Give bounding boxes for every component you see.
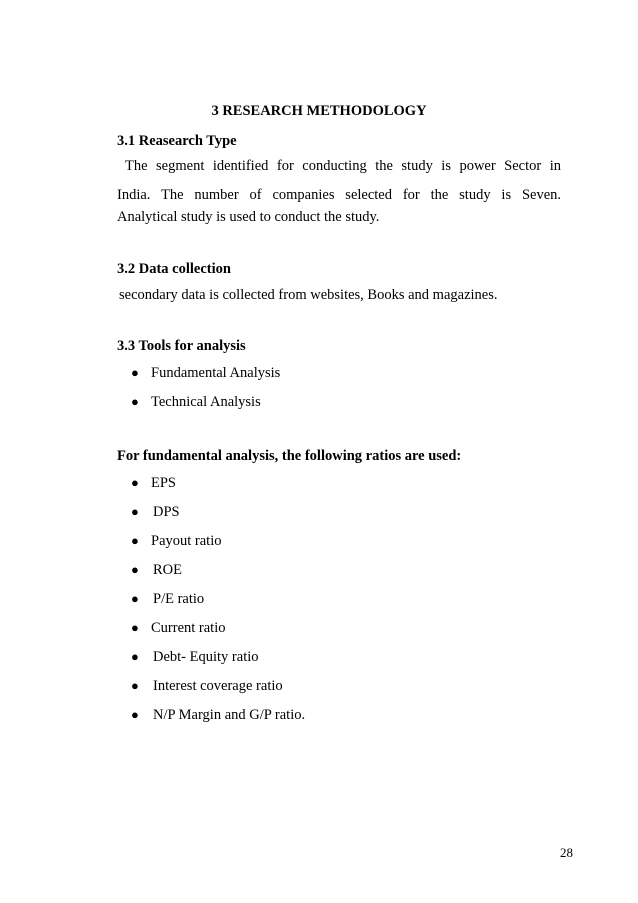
list-item-label: Interest coverage ratio: [153, 678, 283, 694]
list-item: [131, 700, 305, 729]
list-item-label: EPS: [151, 475, 176, 491]
bullet-icon: ●: [131, 707, 139, 722]
paragraph-line: India. The number of companies selected for the study is Seven.: [117, 187, 561, 203]
paragraph-line: The segment identified for conducting the study is power Sector in: [125, 158, 561, 174]
bullet-icon: ●: [131, 649, 139, 664]
data-collection-text: secondary data is collected from websites, Books and magazines.: [119, 287, 498, 303]
list-item-label: Payout ratio: [151, 533, 222, 549]
list-item: [131, 526, 305, 555]
list-item: [131, 555, 305, 584]
list-item-label: Current ratio: [151, 620, 226, 636]
paragraph-line: Analytical study is used to conduct the study.: [117, 209, 380, 225]
bullet-icon: ●: [131, 394, 139, 409]
section-heading-ratios: For fundamental analysis, the following ratios are used:: [117, 448, 462, 464]
list-item-label: P/E ratio: [153, 591, 205, 607]
bullet-icon: ●: [131, 591, 139, 606]
bullet-icon: ●: [131, 678, 139, 693]
bullet-icon: ●: [131, 620, 139, 635]
chapter-title: 3 RESEARCH METHODOLOGY: [211, 103, 427, 119]
ratios-list: [131, 468, 305, 729]
list-item: [131, 613, 305, 642]
list-item: [131, 358, 280, 387]
bullet-icon: ●: [131, 533, 139, 548]
list-item: [131, 584, 305, 613]
bullet-icon: ●: [131, 562, 139, 577]
list-item-label: Technical Analysis: [151, 394, 261, 410]
list-item: [131, 387, 280, 416]
tools-list: [131, 358, 280, 416]
list-item: [131, 468, 305, 497]
list-item: [131, 497, 305, 526]
section-heading-research-type: 3.1 Reasearch Type: [117, 133, 237, 149]
list-item-label: N/P Margin and G/P ratio.: [153, 707, 306, 723]
section-heading-tools: 3.3 Tools for analysis: [117, 338, 246, 354]
page-number: 28: [560, 845, 573, 860]
list-item-label: DPS: [153, 504, 180, 520]
section-heading-data-collection: 3.2 Data collection: [117, 261, 231, 277]
list-item-label: ROE: [153, 562, 182, 578]
list-item: [131, 671, 305, 700]
bullet-icon: ●: [131, 475, 139, 490]
list-item-label: Debt- Equity ratio: [153, 649, 259, 665]
list-item: [131, 642, 305, 671]
bullet-icon: ●: [131, 365, 139, 380]
bullet-icon: ●: [131, 504, 139, 519]
list-item-label: Fundamental Analysis: [151, 365, 281, 381]
